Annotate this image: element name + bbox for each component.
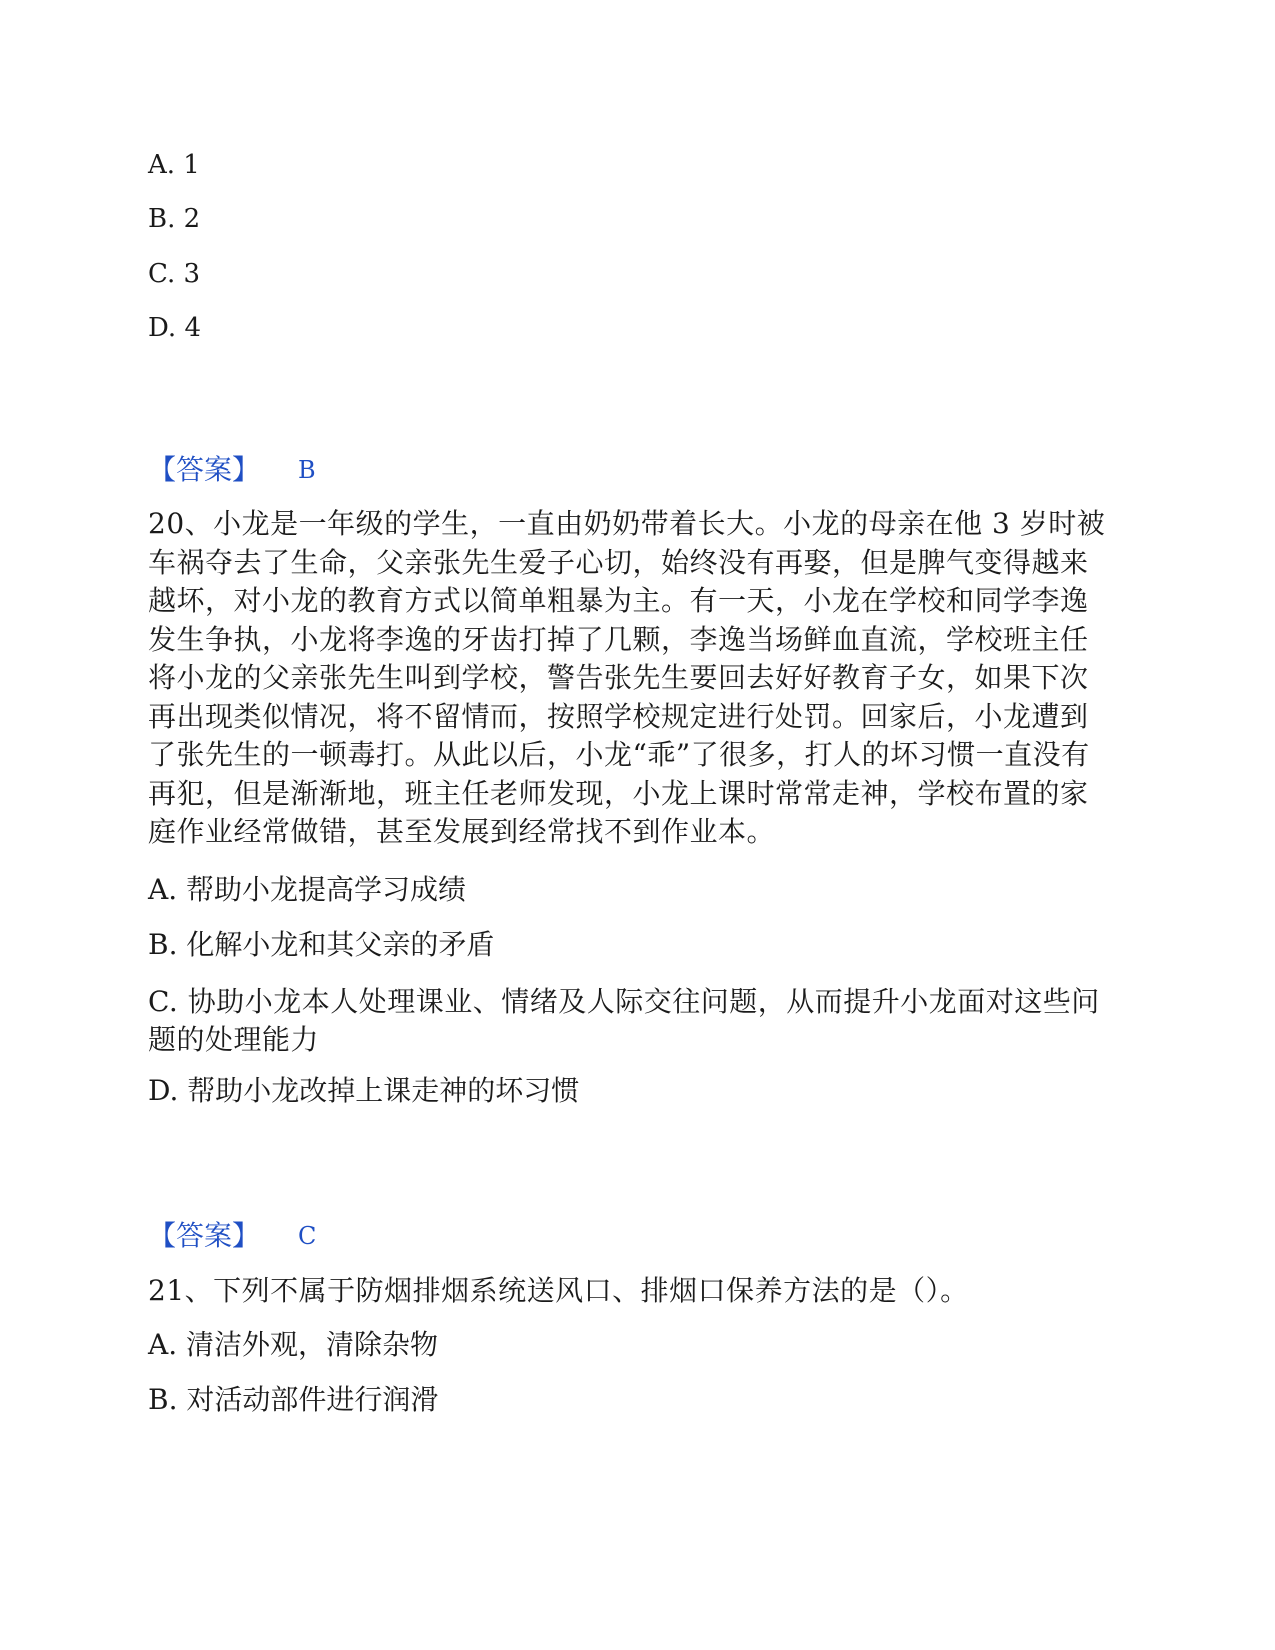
q20-option-c: C. 协助小龙本人处理课业、情绪及人际交往问题，从而提升小龙面对这些问题的处理能力 (148, 985, 1100, 1056)
answer-value: B (298, 456, 316, 484)
q20-option-d: D. 帮助小龙改掉上课走神的坏习惯 (148, 1074, 580, 1107)
answer-row (148, 453, 316, 486)
question-20-text: 20、小龙是一年级的学生，一直由奶奶带着长大。小龙的母亲在他 3 岁时被车祸夺去了生命，父亲张先生爱子心切，始终没有再娶，但是脾气变得越来越坏，对小龙的教育方式以简单粗暴为主。有一天，小龙在学校和同学李逸发生争执，小龙将李逸的牙齿打掉了几颗，李逸当场鲜血直流，学校班主任将小龙的父亲张先生叫到学校，警告张先生要回去好好教育子女，如果下次再出现类似情况，将不留情而，按照学校规定进行处罚。回家后，小龙遭到了张先生的一顿毒打。从此以后，小龙“乖”了很多，打人的坏习惯一直没有再犯，但是渐渐地，班主任老师发现，小龙上课时常常走神，学校布置的家庭作业经常做错，甚至发展到经常找不到作业本。 (148, 507, 1106, 848)
answer-row (148, 1219, 317, 1252)
option-c: C. 3 (148, 259, 201, 289)
option-d: D. 4 (148, 313, 201, 343)
q20-option-a: A. 帮助小龙提高学习成绩 (148, 873, 467, 906)
answer-label: 【答案】 (148, 1219, 261, 1252)
q21-option-b: B. 对活动部件进行润滑 (148, 1383, 439, 1416)
question-21-text: 21、下列不属于防烟排烟系统送风口、排烟口保养方法的是（）。 (148, 1274, 969, 1307)
answer-label: 【答案】 (148, 453, 261, 486)
option-b: B. 2 (148, 204, 201, 234)
answer-value: C (298, 1222, 317, 1250)
option-a: A. 1 (148, 150, 200, 180)
q20-option-b: B. 化解小龙和其父亲的矛盾 (148, 928, 495, 961)
q21-option-a: A. 清洁外观，清除杂物 (148, 1328, 439, 1361)
